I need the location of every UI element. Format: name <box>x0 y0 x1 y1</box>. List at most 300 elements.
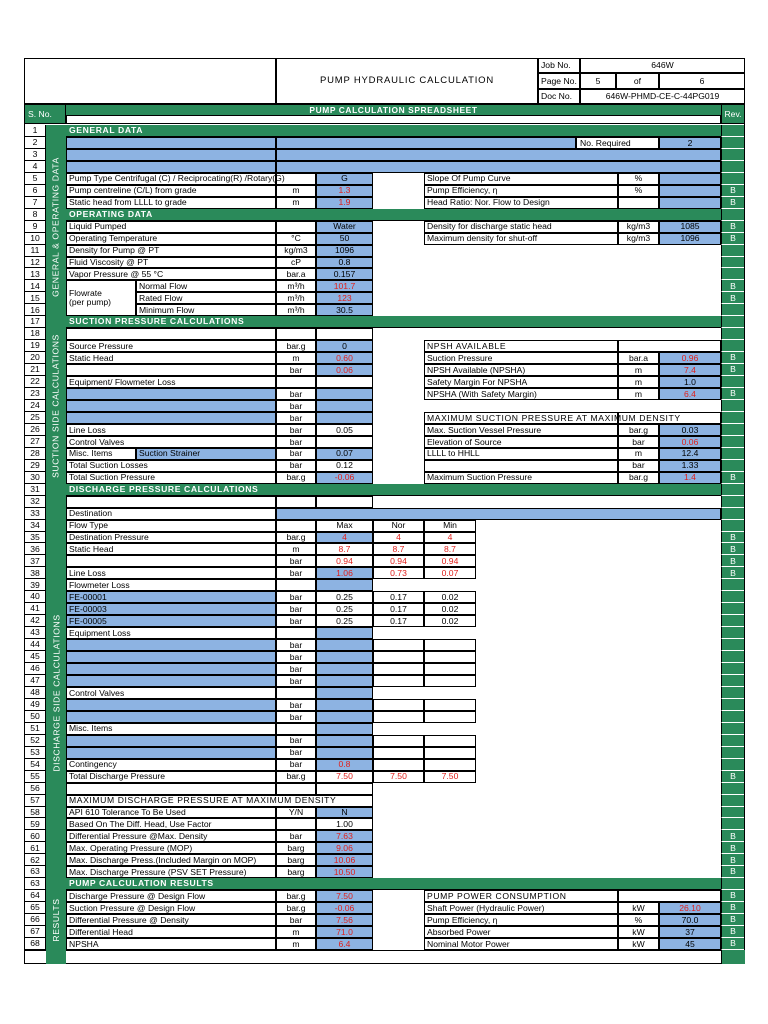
rev-cell <box>721 508 745 520</box>
input-label[interactable]: FE-00003 <box>66 603 276 615</box>
value-cell[interactable] <box>316 388 373 400</box>
input-label[interactable]: FE-00001 <box>66 591 276 603</box>
right-label: Density for discharge static head <box>424 221 618 233</box>
value-c3: 7.50 <box>424 771 476 783</box>
rev-header: Rev. <box>721 104 745 124</box>
gap-cell <box>373 185 424 197</box>
value-c1[interactable] <box>316 651 373 663</box>
row-number: 63 <box>24 866 46 878</box>
row-label: Flowmeter Loss <box>66 579 276 591</box>
right-value[interactable] <box>659 197 721 209</box>
document-title: PUMP HYDRAULIC CALCULATION <box>276 58 538 104</box>
input-label[interactable]: FE-00005 <box>66 615 276 627</box>
unit-cell: bar <box>276 914 316 926</box>
row-number: 53 <box>24 747 46 759</box>
gap-cell <box>373 807 424 819</box>
input-label[interactable] <box>66 161 276 173</box>
rev-cell <box>721 161 745 173</box>
row-number: 27 <box>24 436 46 448</box>
value-cell[interactable]: 1.3 <box>316 185 373 197</box>
empty-cell <box>476 699 721 711</box>
right-unit: bar.g <box>618 472 659 484</box>
value-cell[interactable]: 7.63 <box>316 830 373 842</box>
value-cell[interactable]: 10.50 <box>316 866 373 878</box>
unit-cell: bar <box>276 364 316 376</box>
rev-cell <box>721 173 745 185</box>
rev-cell: B <box>721 842 745 854</box>
gap-cell <box>373 854 424 866</box>
unit-cell: bar <box>276 651 316 663</box>
unit-cell <box>276 221 316 233</box>
value-cell[interactable]: 0.8 <box>316 257 373 269</box>
right-value[interactable]: 1.0 <box>659 376 721 388</box>
gap-cell <box>373 400 424 412</box>
unit-cell <box>276 818 316 830</box>
value-cell[interactable]: 0.157 <box>316 268 373 280</box>
rev-cell <box>721 735 745 747</box>
value-c3: 0.02 <box>424 615 476 627</box>
right-unit: m <box>618 448 659 460</box>
unit-cell: m <box>276 185 316 197</box>
rev-cell <box>721 268 745 280</box>
unit-cell: bar.g <box>276 890 316 902</box>
value-cell[interactable]: 123 <box>316 292 373 304</box>
suction-side-label: SUCTION SIDE CALCULATIONS <box>51 334 62 478</box>
unit-cell <box>276 783 316 795</box>
input-label[interactable] <box>66 149 276 161</box>
value-cell[interactable]: 30.5 <box>316 304 373 316</box>
rev-cell: B <box>721 197 745 209</box>
empty-cell <box>476 591 721 603</box>
input-label[interactable] <box>66 699 276 711</box>
doc-no-value[interactable]: 646W-PHMD-CE-C-44PG019 <box>580 89 745 104</box>
row-label: Max. Operating Pressure (MOP) <box>66 842 276 854</box>
value-c1: 0.25 <box>316 615 373 627</box>
rev-cell: B <box>721 543 745 555</box>
value-c3 <box>424 675 476 687</box>
right-label: Pump Efficiency, η <box>424 914 618 926</box>
unit-cell: bar <box>276 567 316 579</box>
right-value[interactable]: 0.06 <box>659 436 721 448</box>
gap-cell <box>373 926 424 938</box>
right-label: Nominal Motor Power <box>424 938 618 950</box>
value-c1[interactable]: 4 <box>316 532 373 544</box>
unit-cell: bar <box>276 603 316 615</box>
rev-cell <box>721 137 745 149</box>
right-value[interactable]: 70.0 <box>659 914 721 926</box>
rev-cell <box>721 711 745 723</box>
value-c1[interactable]: 0.8 <box>316 759 373 771</box>
right-value[interactable]: 1.33 <box>659 460 721 472</box>
input-label[interactable] <box>66 747 276 759</box>
row-number: 51 <box>24 723 46 735</box>
value-cell[interactable]: 0.06 <box>316 364 373 376</box>
unit-cell: bar.a <box>276 268 316 280</box>
right-value[interactable] <box>659 173 721 185</box>
rev-cell <box>721 723 745 735</box>
unit-cell <box>276 520 316 532</box>
row-label <box>66 555 276 567</box>
bottom-side-strip <box>46 950 66 964</box>
value-c3: 0.02 <box>424 591 476 603</box>
input-label[interactable] <box>66 388 276 400</box>
right-value[interactable]: 0.96 <box>659 352 721 364</box>
row-number: 46 <box>24 663 46 675</box>
header-left-box <box>24 58 276 104</box>
empty-cell <box>476 555 721 567</box>
value-cell[interactable]: 50 <box>316 233 373 245</box>
bottom-rev-strip <box>721 950 745 964</box>
flowrate-label: Flowrate (per pump) <box>66 280 136 316</box>
unit-cell: barg <box>276 866 316 878</box>
value-cell[interactable]: -0.06 <box>316 472 373 484</box>
value-c3: 0.07 <box>424 567 476 579</box>
right-unit: kW <box>618 938 659 950</box>
gap-cell <box>373 388 424 400</box>
unit-cell <box>276 173 316 185</box>
row-number: 6 <box>24 185 46 197</box>
page-no-value[interactable]: 5 <box>580 73 616 89</box>
value-cell[interactable]: 0.60 <box>316 352 373 364</box>
gap-cell <box>373 424 424 436</box>
unit-cell: bar <box>276 759 316 771</box>
empty-cell <box>476 520 721 532</box>
rev-cell <box>721 759 745 771</box>
rev-cell <box>721 747 745 759</box>
value-cell: 0.05 <box>316 424 373 436</box>
input-label[interactable] <box>66 412 276 424</box>
input-label[interactable] <box>66 651 276 663</box>
right-value[interactable]: 6.4 <box>659 388 721 400</box>
right-label: Head Ratio: Nor. Flow to Design <box>424 197 618 209</box>
value-c2: 0.17 <box>373 603 424 615</box>
row-number: 8 <box>24 209 46 221</box>
input-label[interactable] <box>66 663 276 675</box>
rev-cell <box>721 412 745 424</box>
unit-cell <box>276 687 316 699</box>
value-c1[interactable] <box>316 639 373 651</box>
value-c1: 0.25 <box>316 591 373 603</box>
gap-cell <box>373 460 424 472</box>
unit-cell: m <box>276 197 316 209</box>
value-c3 <box>424 663 476 675</box>
right-label: MAXIMUM SUCTION PRESSURE AT MAXIMUM DENSITY <box>424 412 618 424</box>
right-value[interactable]: 1085 <box>659 221 721 233</box>
input-label[interactable] <box>66 400 276 412</box>
unit-cell: bar.g <box>276 472 316 484</box>
unit-cell: kg/m3 <box>276 245 316 257</box>
unit-cell: bar <box>276 699 316 711</box>
right-label: NPSH Available (NPSHA) <box>424 364 618 376</box>
right-value[interactable]: 0.03 <box>659 424 721 436</box>
unit-cell: bar.g <box>276 340 316 352</box>
right-unit: m <box>618 376 659 388</box>
value-cell: 1.00 <box>316 818 373 830</box>
unit-cell <box>276 328 316 340</box>
rev-cell <box>721 496 745 508</box>
unit-cell <box>276 579 316 591</box>
value-c1[interactable] <box>316 675 373 687</box>
value-cell[interactable]: Water <box>316 221 373 233</box>
value-cell[interactable] <box>316 687 373 699</box>
destination-input[interactable] <box>276 508 721 520</box>
misc-item-input[interactable]: Suction Strainer <box>136 448 276 460</box>
value-cell[interactable]: N <box>316 807 373 819</box>
job-no-value[interactable]: 646W <box>580 58 745 73</box>
value-cell[interactable] <box>316 723 373 735</box>
value-cell[interactable]: 10.06 <box>316 854 373 866</box>
rev-cell <box>721 878 745 890</box>
gap-cell <box>373 783 424 795</box>
right-value[interactable]: 37 <box>659 926 721 938</box>
unit-cell: Y/N <box>276 807 316 819</box>
row-number: 52 <box>24 735 46 747</box>
right-label: Maximum density for shut-off <box>424 233 618 245</box>
row-label: Fluid Viscosity @ PT <box>66 257 276 269</box>
value-cell[interactable]: 1096 <box>316 245 373 257</box>
row-number: 4 <box>24 161 46 173</box>
unit-cell: bar <box>276 711 316 723</box>
value-c3 <box>424 759 476 771</box>
gap-cell <box>373 830 424 842</box>
row-number: 58 <box>24 807 46 819</box>
right-label: Elevation of Source <box>424 436 618 448</box>
value-cell[interactable]: G <box>316 173 373 185</box>
right-unit: bar <box>618 436 659 448</box>
rev-cell <box>721 245 745 257</box>
section-header: SUCTION PRESSURE CALCULATIONS <box>66 316 721 328</box>
rev-cell: B <box>721 890 745 902</box>
value-c2 <box>373 651 424 663</box>
empty-cell <box>476 747 721 759</box>
value-c1[interactable] <box>316 747 373 759</box>
section-header: OPERATING DATA <box>66 209 721 221</box>
input-label[interactable] <box>66 639 276 651</box>
row-label: Suction Pressure @ Design Flow <box>66 902 276 914</box>
wide-input[interactable] <box>276 149 721 161</box>
input-label[interactable] <box>66 675 276 687</box>
value-cell[interactable]: 71.0 <box>316 926 373 938</box>
value-c1[interactable]: 1.06 <box>316 567 373 579</box>
empty-cell <box>476 532 721 544</box>
unit-cell: m <box>276 352 316 364</box>
right-unit: bar <box>618 460 659 472</box>
row-label: Pump centreline (C/L) from grade <box>66 185 276 197</box>
wide-input[interactable] <box>276 161 721 173</box>
right-value[interactable]: 12.4 <box>659 448 721 460</box>
rev-cell: B <box>721 926 745 938</box>
value-cell[interactable]: 7.50 <box>316 890 373 902</box>
value-cell[interactable]: 0.07 <box>316 448 373 460</box>
value-c1[interactable] <box>316 663 373 675</box>
value-cell[interactable]: 1.9 <box>316 197 373 209</box>
gap-cell <box>373 292 424 304</box>
value-c1[interactable] <box>316 699 373 711</box>
right-label: No. Required <box>576 137 659 149</box>
page-no-label: Page No. <box>538 73 580 89</box>
value-cell[interactable]: 101.7 <box>316 280 373 292</box>
row-number: 15 <box>24 292 46 304</box>
row-number: 16 <box>24 304 46 316</box>
unit-cell: bar <box>276 424 316 436</box>
right-value[interactable]: 1096 <box>659 233 721 245</box>
row-label: Pump Type Centrifugal (C) / Reciprocating(R) /Rotary(G) <box>66 173 276 185</box>
right-value[interactable] <box>659 185 721 197</box>
unit-cell: cP <box>276 257 316 269</box>
row-label: Differential Pressure @Max. Density <box>66 830 276 842</box>
right-head-fill <box>618 890 721 902</box>
rev-cell: B <box>721 866 745 878</box>
row-number: 62 <box>24 854 46 866</box>
row-number: 29 <box>24 460 46 472</box>
job-no-label: Job No. <box>538 58 580 73</box>
value-cell <box>316 496 373 508</box>
band-white-strip <box>66 115 721 124</box>
row-number: 5 <box>24 173 46 185</box>
rev-cell <box>721 484 745 496</box>
value-cell[interactable]: 6.4 <box>316 938 373 950</box>
right-value[interactable]: 45 <box>659 938 721 950</box>
row-number: 3 <box>24 149 46 161</box>
row-number: 12 <box>24 257 46 269</box>
row-number: 23 <box>24 388 46 400</box>
row-label: Destination <box>66 508 276 520</box>
side-strip <box>46 125 66 138</box>
unit-cell: m³/h <box>276 292 316 304</box>
row-label: Misc. Items <box>66 448 136 460</box>
row-number: 30 <box>24 472 46 484</box>
value-cell[interactable]: 7.56 <box>316 914 373 926</box>
input-label[interactable] <box>66 137 276 149</box>
empty-cell <box>476 639 721 651</box>
row-number: 40 <box>24 591 46 603</box>
input-label[interactable] <box>66 711 276 723</box>
row-label: Destination Pressure <box>66 532 276 544</box>
rev-cell <box>721 651 745 663</box>
row-label: Equipment/ Flowmeter Loss <box>66 376 276 388</box>
doc-no-label: Doc No. <box>538 89 580 104</box>
value-c2: 0.17 <box>373 615 424 627</box>
rev-cell <box>721 639 745 651</box>
value-c3: Min <box>424 520 476 532</box>
empty-cell <box>476 759 721 771</box>
gap-cell <box>373 842 424 854</box>
row-number: 38 <box>24 567 46 579</box>
empty-cell <box>476 711 721 723</box>
unit-cell: bar <box>276 830 316 842</box>
value-cell[interactable]: -0.06 <box>316 902 373 914</box>
right-label: LLLL to HHLL <box>424 448 618 460</box>
row-number: 45 <box>24 651 46 663</box>
right-value[interactable]: 1.4 <box>659 472 721 484</box>
row-number: 19 <box>24 340 46 352</box>
right-value[interactable]: 26.10 <box>659 902 721 914</box>
rev-cell <box>721 376 745 388</box>
row-label: Line Loss <box>66 424 276 436</box>
unit-cell: bar <box>276 555 316 567</box>
unit-cell: bar <box>276 388 316 400</box>
gap-cell <box>373 233 424 245</box>
tag-input[interactable] <box>276 137 576 149</box>
subsection-heading: MAXIMUM DISCHARGE PRESSURE AT MAXIMUM DENSITY <box>66 795 373 807</box>
right-unit: % <box>618 914 659 926</box>
right-head-fill <box>618 412 721 424</box>
unit-cell: bar <box>276 747 316 759</box>
right-unit: % <box>618 173 659 185</box>
value-cell[interactable] <box>316 400 373 412</box>
gap-cell <box>373 412 424 424</box>
input-label[interactable] <box>66 735 276 747</box>
gap-cell <box>373 687 424 699</box>
unit-cell <box>276 723 316 735</box>
unit-cell: bar <box>276 675 316 687</box>
rev-cell: B <box>721 555 745 567</box>
row-label: Density for Pump @ PT <box>66 245 276 257</box>
page-total-value[interactable]: 6 <box>659 73 745 89</box>
value-cell[interactable]: 0 <box>316 340 373 352</box>
value-c2 <box>373 711 424 723</box>
row-number: 25 <box>24 412 46 424</box>
unit-cell: m³/h <box>276 304 316 316</box>
row-number: 14 <box>24 280 46 292</box>
value-c3 <box>424 711 476 723</box>
right-unit <box>618 197 659 209</box>
right-label: NPSHA (With Safety Margin) <box>424 388 618 400</box>
value-c1[interactable] <box>316 711 373 723</box>
value-cell[interactable] <box>316 412 373 424</box>
rev-cell <box>721 615 745 627</box>
row-number: 21 <box>24 364 46 376</box>
empty-cell <box>476 603 721 615</box>
rev-cell: B <box>721 914 745 926</box>
empty-cell <box>476 615 721 627</box>
right-label: Suction Pressure <box>424 352 618 364</box>
rev-cell <box>721 591 745 603</box>
row-number: 48 <box>24 687 46 699</box>
value-cell: 0.12 <box>316 460 373 472</box>
value-c2: 4 <box>373 532 424 544</box>
value-cell[interactable] <box>316 579 373 591</box>
rev-cell: B <box>721 830 745 842</box>
rev-cell <box>721 627 745 639</box>
unit-cell: bar <box>276 615 316 627</box>
value-c2: 8.7 <box>373 543 424 555</box>
empty-cell <box>373 795 721 807</box>
row-number: 41 <box>24 603 46 615</box>
value-c1: Max <box>316 520 373 532</box>
rev-cell: B <box>721 233 745 245</box>
value-cell[interactable] <box>316 627 373 639</box>
rev-cell: B <box>721 364 745 376</box>
empty-cell <box>476 567 721 579</box>
right-value[interactable]: 2 <box>659 137 721 149</box>
value-c1[interactable] <box>316 735 373 747</box>
gap-cell <box>373 280 424 292</box>
row-number: 24 <box>24 400 46 412</box>
row-number: 54 <box>24 759 46 771</box>
unit-cell: bar.g <box>276 771 316 783</box>
row-number: 31 <box>24 484 46 496</box>
right-value[interactable]: 7.4 <box>659 364 721 376</box>
gap-cell <box>373 364 424 376</box>
row-label: Vapor Pressure @ 55 °C <box>66 268 276 280</box>
gap-cell <box>373 304 424 316</box>
row-number: 59 <box>24 818 46 830</box>
value-cell[interactable]: 9.06 <box>316 842 373 854</box>
value-c2 <box>373 747 424 759</box>
gap-cell <box>373 448 424 460</box>
right-label <box>424 460 618 472</box>
